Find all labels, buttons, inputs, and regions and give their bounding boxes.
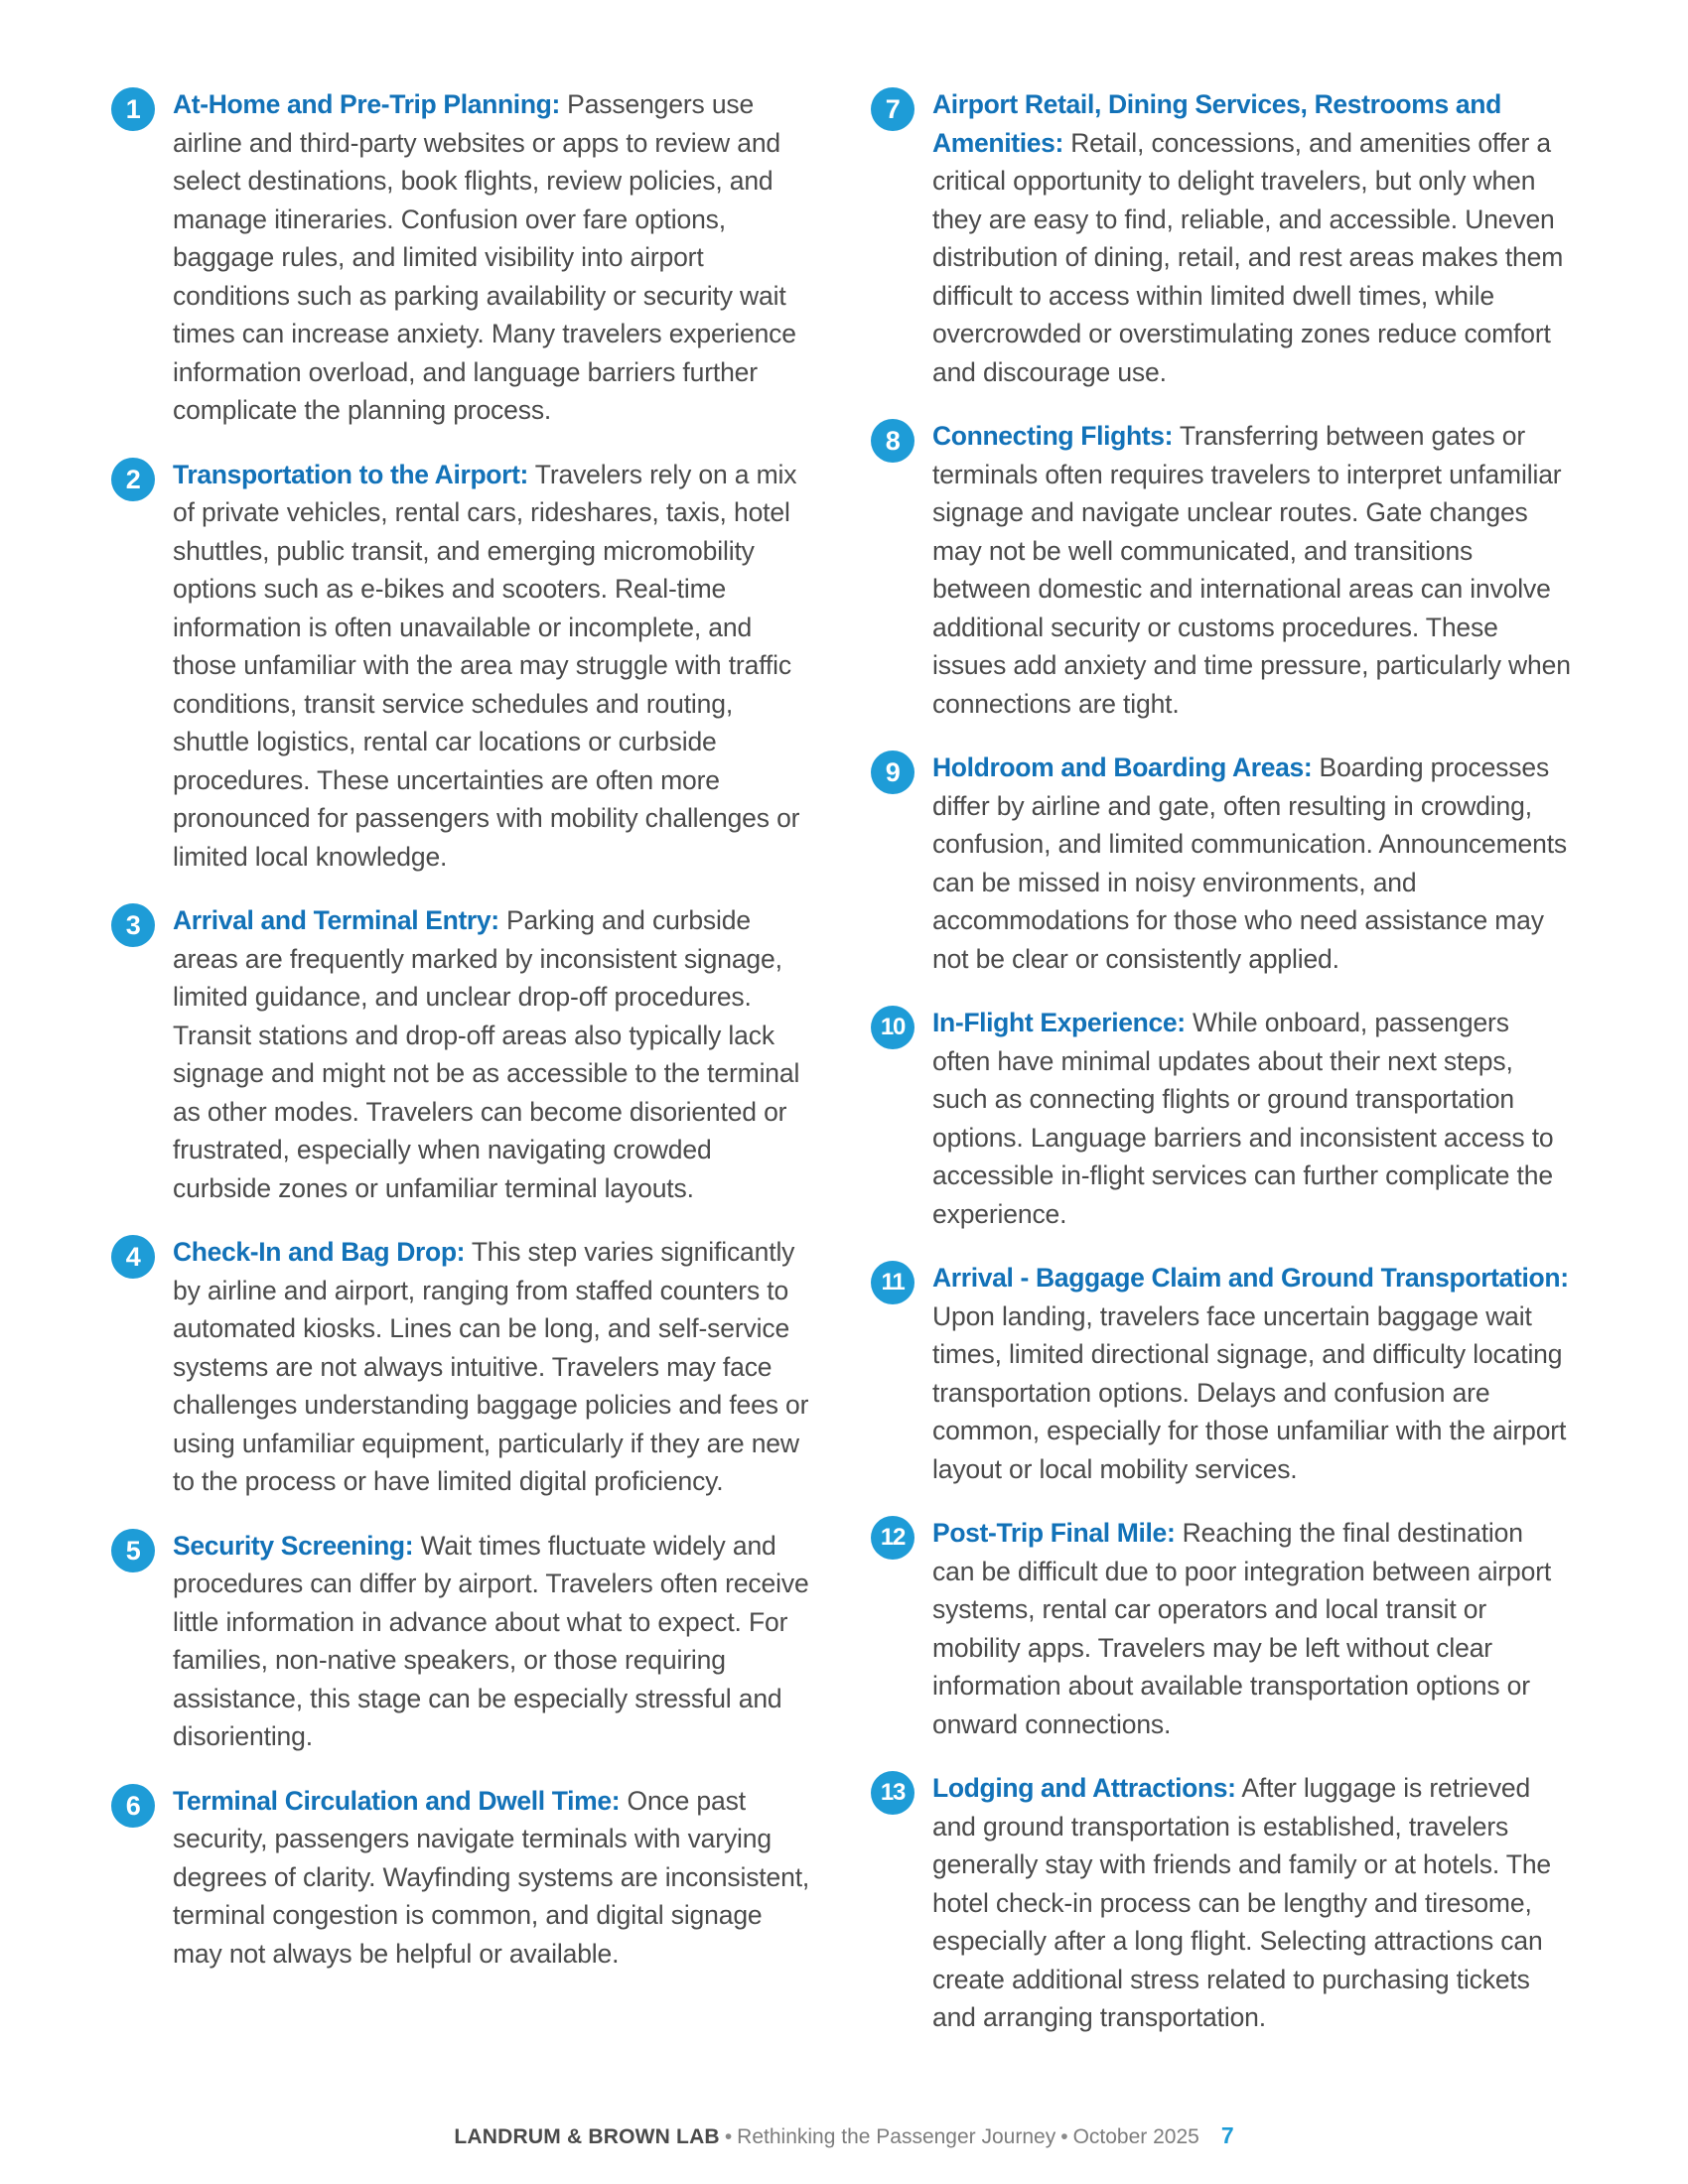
step-heading: At-Home and Pre-Trip Planning: [173, 89, 560, 119]
step-body-text: Reaching the final destination can be difficult due to poor integration between airport systems, rental car operators and local transit or mobility apps. Travelers may be left without clear information about available transportation options or onward connections. [932, 1518, 1552, 1739]
page-footer [0, 2122, 1688, 2149]
step-text-flow [173, 85, 811, 430]
footer-date: October 2025 [1072, 2125, 1199, 2148]
step-text-flow [932, 417, 1571, 723]
step-number-badge: 5 [111, 1529, 155, 1572]
step-heading: Arrival - Baggage Claim and Ground Transportation: [932, 1263, 1569, 1293]
step-number-badge: 12 [871, 1516, 914, 1560]
step-heading: Terminal Circulation and Dwell Time: [173, 1785, 621, 1816]
step-body-text: Upon landing, travelers face uncertain baggage wait times, limited directional signage, and difficulty locating transportation options. Delays and confusion are common, especially for those unfamiliar with the airport layout or local mobility services. [932, 1300, 1567, 1484]
step-body-text: Retail, concessions, and amenities offer a critical opportunity to delight travelers, but only when they are easy to find, reliable, and accessible. Uneven distribution of dining, retail, and rest areas makes them difficult to access within limited dwell times, while overcrowded or overstimulating zones reduce comfort and discourage use. [932, 127, 1564, 387]
step-number-badge: 6 [111, 1784, 155, 1828]
step-heading: Check-In and Bag Drop: [173, 1237, 466, 1267]
step-heading: Arrival and Terminal Entry: [173, 905, 499, 935]
journey-step-item [871, 1004, 1571, 1233]
step-text-flow [173, 1782, 811, 1974]
footer-separator-2: • [1060, 2125, 1068, 2148]
step-body-text: While onboard, passengers often have minimal updates about their next steps, such as connecting flights or ground transportation options. Language barriers and inconsistent access to accessible in-flight services can further complicate the experience. [932, 1008, 1554, 1229]
journey-step-item [871, 1259, 1571, 1488]
journey-step-item [111, 1233, 811, 1501]
step-text-flow [173, 1233, 811, 1501]
step-heading: Airport Retail, Dining Services, Restrooms and Amenities: [932, 89, 1501, 158]
step-heading: Connecting Flights: [932, 421, 1174, 451]
step-text-flow [932, 1514, 1571, 1743]
step-body-text: Once past security, passengers navigate terminals with varying degrees of clarity. Wayfinding systems are inconsistent, terminal congestion is common, and digital signage may not always be helpful or available. [173, 1785, 810, 1969]
step-text-flow [932, 1769, 1571, 2037]
journey-step-item [111, 901, 811, 1207]
step-body-text: Parking and curbside areas are frequently marked by inconsistent signage, limited guidance, and unclear drop-off procedures. Transit stations and drop-off areas also typically lack signage and might not be as accessible to the terminal as other modes. Travelers can become disoriented or frustrated, especially when navigating crowded curbside zones or unfamiliar terminal layouts. [173, 905, 800, 1203]
step-number-badge: 3 [111, 903, 155, 947]
step-number-badge: 9 [871, 751, 914, 794]
step-number-badge: 2 [111, 458, 155, 501]
step-text-flow [932, 1004, 1571, 1233]
journey-step-item [111, 456, 811, 877]
journey-step-item [111, 1782, 811, 1974]
step-body-text: Travelers rely on a mix of private vehicles, rental cars, rideshares, taxis, hotel shuttles, public transit, and emerging micromobility options such as e-bikes and scooters. Real-time information is often unavailable or incomplete, and those unfamiliar with the area may struggle with traffic conditions, transit service schedules and routing, shuttle logistics, rental car locations or curbside procedures. These uncertainties are often more pronounced for passengers with mobility challenges or limited local knowledge. [173, 459, 800, 872]
step-number-badge: 7 [871, 87, 914, 131]
step-text-flow [173, 1527, 811, 1756]
step-text-flow [173, 456, 811, 877]
journey-step-item [871, 85, 1571, 391]
step-body-text: Passengers use airline and third-party websites or apps to review and select destinations, book flights, review policies, and manage itineraries. Confusion over fare options, baggage rules, and limited visibility into airport conditions such as parking availability or security wait times can increase anxiety. Many travelers experience information overload, and language barriers further complicate the planning process. [173, 89, 796, 425]
two-column-body [111, 85, 1571, 2037]
step-number-badge: 11 [871, 1261, 914, 1304]
journey-step-item [871, 1514, 1571, 1743]
step-body-text: After luggage is retrieved and ground transportation is established, travelers generally stay with friends and family or at hotels. The hotel check-in process can be lengthy and tiresome, especially after a long flight. Selecting attractions can create additional stress related to purchasing tickets and arranging transportation. [932, 1773, 1552, 2032]
journey-step-item [871, 417, 1571, 723]
step-text-flow [932, 85, 1571, 391]
step-text-flow [173, 901, 811, 1207]
step-text-flow [932, 749, 1571, 978]
step-heading: Lodging and Attractions: [932, 1773, 1236, 1803]
step-heading: Post-Trip Final Mile: [932, 1518, 1176, 1548]
step-text-flow [932, 1259, 1571, 1488]
footer-separator-1: • [724, 2125, 733, 2148]
step-body-text: Wait times fluctuate widely and procedures can differ by airport. Travelers often receive little information in advance about what to expect. For families, non-native speakers, or those requiring assistance, this stage can be especially stressful and disorienting. [173, 1530, 809, 1751]
journey-step-item [871, 749, 1571, 978]
step-number-badge: 10 [871, 1006, 914, 1049]
footer-brand: LANDRUM & BROWN LAB [454, 2125, 720, 2148]
step-body-text: Transferring between gates or terminals often requires travelers to interpret unfamiliar signage and navigate unclear routes. Gate changes may not be well communicated, and transitions between domestic and international areas can involve additional security or customs procedures. These issues add anxiety and time pressure, particularly when connections are tight. [932, 421, 1571, 719]
journey-step-item [871, 1769, 1571, 2037]
step-heading: Security Screening: [173, 1530, 414, 1561]
left-column [111, 85, 811, 1973]
step-heading: Holdroom and Boarding Areas: [932, 752, 1313, 782]
step-number-badge: 1 [111, 87, 155, 131]
footer-subtitle: Rethinking the Passenger Journey [737, 2125, 1056, 2148]
step-body-text: Boarding processes differ by airline and gate, often resulting in crowding, confusion, and limited communication. Announcements can be missed in noisy environments, and accommodations for those who need assistance may not be clear or consistently applied. [932, 752, 1568, 974]
journey-step-item [111, 1527, 811, 1756]
page-number: 7 [1220, 2122, 1234, 2148]
step-number-badge: 8 [871, 419, 914, 463]
step-number-badge: 4 [111, 1235, 155, 1279]
right-column [871, 85, 1571, 2037]
step-body-text: This step varies significantly by airline and airport, ranging from staffed counters to automated kiosks. Lines can be long, and self-service systems are not always intuitive. Travelers may face challenges understanding baggage policies and fees or using unfamiliar equipment, particularly if they are new to the process or have limited digital proficiency. [173, 1237, 809, 1496]
step-heading: In-Flight Experience: [932, 1008, 1186, 1037]
journey-step-item [111, 85, 811, 430]
step-number-badge: 13 [871, 1771, 914, 1815]
step-heading: Transportation to the Airport: [173, 459, 529, 489]
